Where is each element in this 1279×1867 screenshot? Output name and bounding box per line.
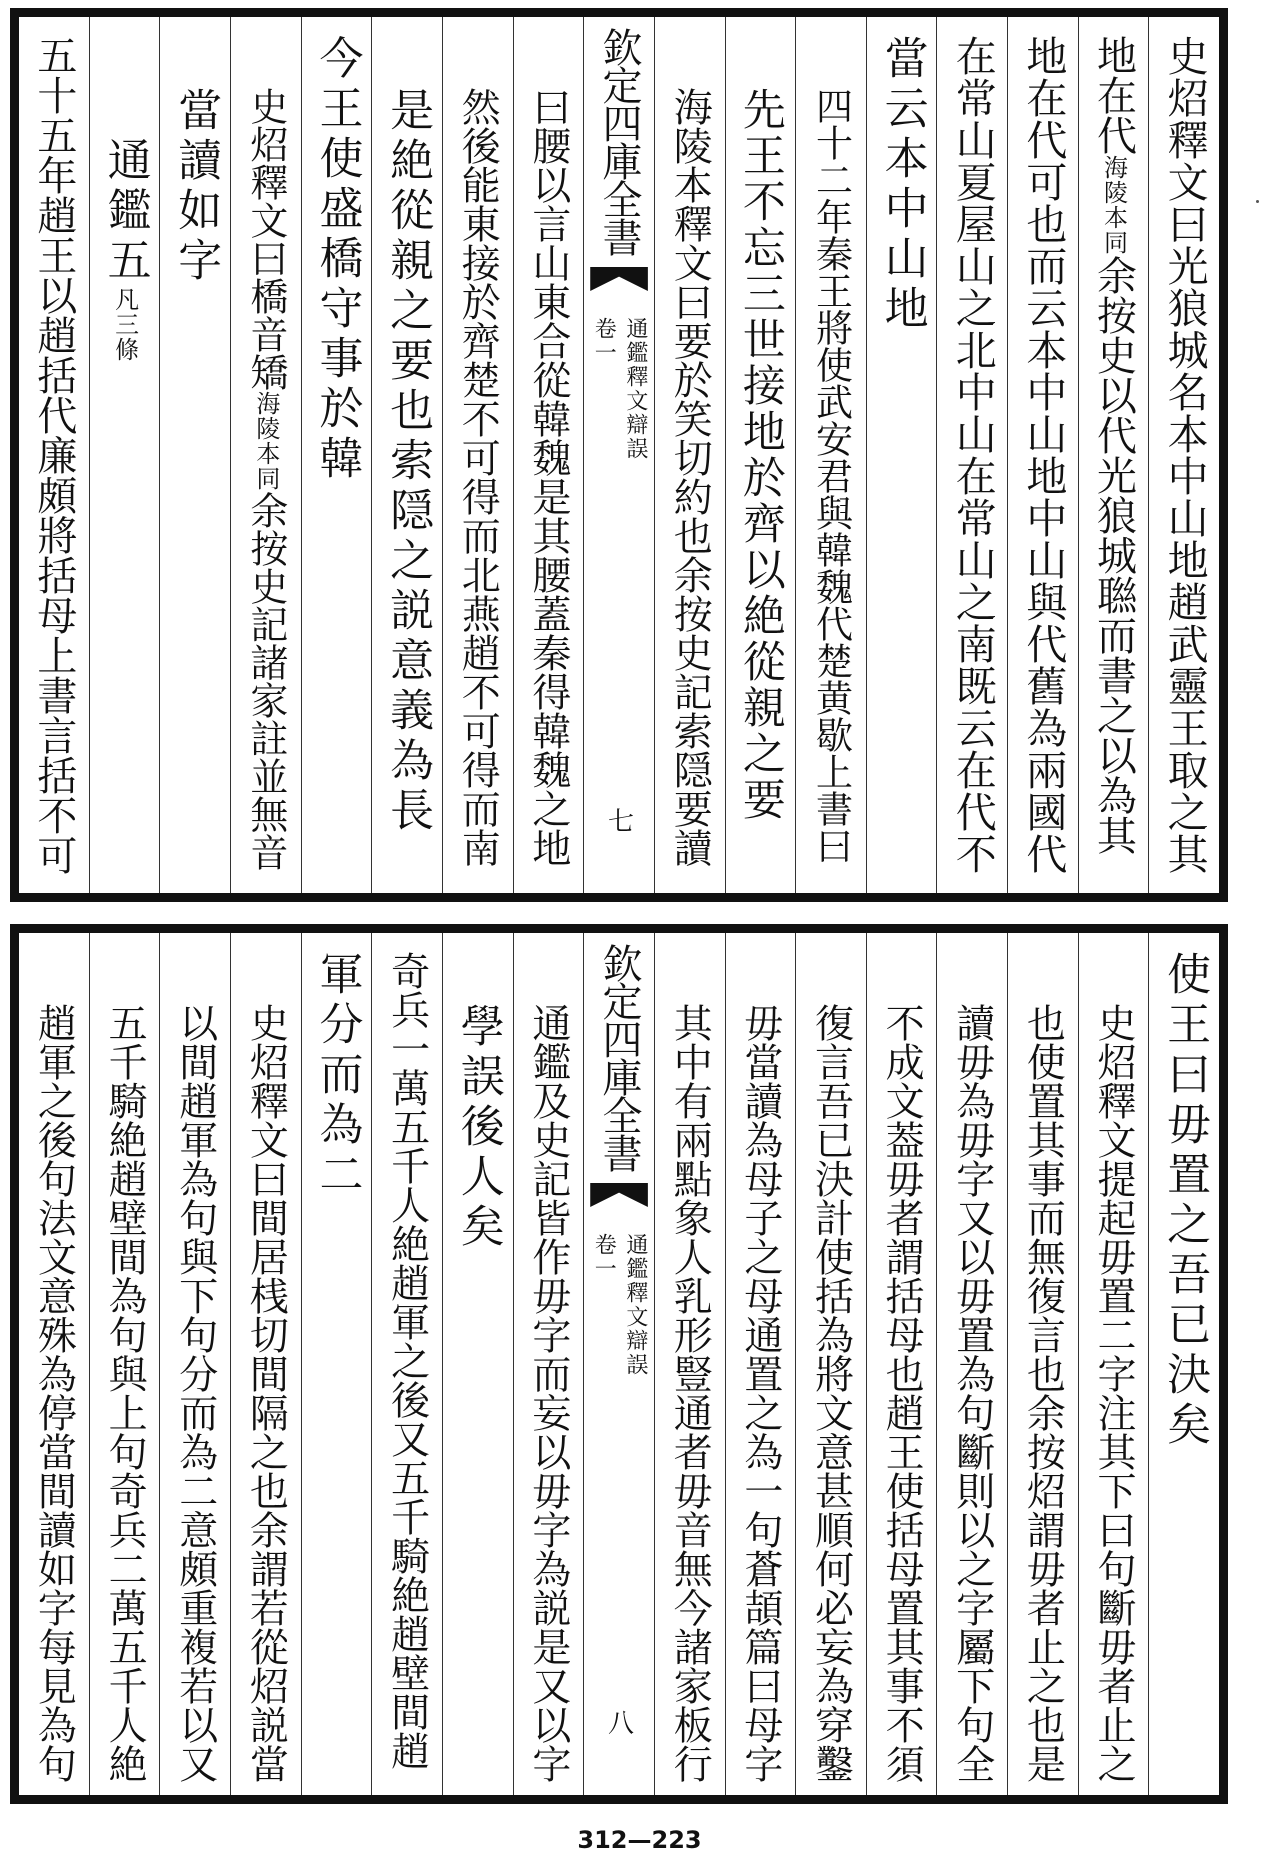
bottom-columns xyxy=(19,933,1219,1795)
column-text xyxy=(1159,951,1211,1451)
main-text: 史炤釋文曰橋音矯 xyxy=(243,87,288,391)
column-text xyxy=(1020,1003,1066,1783)
text-column xyxy=(19,933,89,1795)
main-text: 當云本中山地 xyxy=(876,35,928,335)
main-text: 史炤釋文提起毋置二字注其下曰句斷毋者止之 xyxy=(1091,1003,1137,1783)
text-column xyxy=(654,933,725,1795)
main-text: 先王不忘三世接地於齊以絶從親之要 xyxy=(735,87,786,823)
text-column xyxy=(1007,17,1078,893)
text-column xyxy=(230,933,301,1795)
column-text xyxy=(384,951,430,1770)
column-text xyxy=(172,1003,218,1783)
column-text xyxy=(948,35,997,875)
main-text-continued: 余按史以代光狼城聮而書之以為其 xyxy=(1090,255,1137,855)
main-text: 今王使盛橋守事於韓 xyxy=(311,35,363,485)
column-text xyxy=(243,1003,289,1783)
catalog-number: 312—223 xyxy=(577,1826,702,1854)
column-text xyxy=(949,1003,995,1783)
main-text: 史炤釋文曰間居桟切間隔之也余謂若從炤説當 xyxy=(243,1003,289,1783)
column-text xyxy=(808,1003,854,1783)
column-text xyxy=(1160,35,1209,875)
column-text xyxy=(311,35,363,485)
text-column xyxy=(442,17,513,893)
text-column xyxy=(19,17,89,893)
leaf-number: 七 xyxy=(603,807,634,833)
text-column xyxy=(866,933,937,1795)
text-column xyxy=(159,933,230,1795)
scan-speck xyxy=(1256,200,1259,203)
text-column xyxy=(513,17,584,893)
bottom-page xyxy=(10,924,1228,1804)
column-text xyxy=(382,87,434,837)
main-text: 也使置其事而無復言也余按炤謂毋者止之也是 xyxy=(1020,1003,1066,1783)
volume-label: 卷一 xyxy=(591,317,617,365)
text-column xyxy=(936,17,1007,893)
column-text xyxy=(667,1003,713,1783)
text-column xyxy=(513,933,584,1795)
column-text xyxy=(30,35,77,875)
text-column xyxy=(1007,933,1078,1795)
main-text: 史炤釋文曰光狼城名本中山地趙武靈王取之其 xyxy=(1160,35,1209,875)
main-text: 復言吾已決計使括為將文意甚順何必妄為穿鑿 xyxy=(808,1003,854,1783)
text-column xyxy=(936,933,1007,1795)
text-column xyxy=(89,933,160,1795)
text-column xyxy=(301,17,372,893)
text-column xyxy=(1148,933,1219,1795)
column-text xyxy=(455,87,501,867)
interlinear-note: 海陵本同 xyxy=(251,391,280,491)
fish-tail-mark xyxy=(590,1183,648,1207)
main-text: 通鑑五 xyxy=(99,137,151,287)
column-text xyxy=(879,1003,925,1783)
main-text: 通鑑及史記皆作毋字而妄以毋字為説是又以字 xyxy=(525,1003,571,1783)
main-text: 其中有兩點象人乳形豎通者毋音無今諸家板行 xyxy=(667,1003,713,1783)
column-text xyxy=(170,87,222,287)
book-title: 欽定四庫全書 xyxy=(596,27,643,255)
column-text xyxy=(452,1003,504,1253)
main-text: 五十五年趙王以趙括代廉頗將括母上書言括不可 xyxy=(30,35,77,875)
main-text: 奇兵一萬五千人絶趙軍之後又五千騎絶趙壁間趙 xyxy=(384,951,430,1770)
column-text xyxy=(735,87,786,823)
text-column xyxy=(795,933,866,1795)
column-text xyxy=(1090,35,1137,855)
text-column xyxy=(725,17,796,893)
main-text: 五千騎絶趙壁間為句與上句奇兵二萬五千人絶 xyxy=(102,1003,148,1783)
text-column xyxy=(795,17,866,893)
column-text xyxy=(243,87,288,871)
main-text: 以間趙軍為句與下句分而為二意頗重複若以又 xyxy=(172,1003,218,1783)
text-column xyxy=(159,17,230,893)
column-text xyxy=(102,1003,148,1783)
main-text: 地在代 xyxy=(1090,35,1137,155)
column-text xyxy=(737,1003,783,1783)
book-name: 通鑑釋文辯誤 xyxy=(622,1233,648,1377)
column-text xyxy=(31,1003,77,1783)
column-text xyxy=(667,87,713,867)
main-text: 不成文葢毋者謂括母也趙王使括母置其事不須 xyxy=(879,1003,925,1783)
main-text: 海陵本釋文曰要於笑切約也余按史記索隠要讀 xyxy=(667,87,713,867)
main-text: 在常山夏屋山之北中山在常山之南既云在代不 xyxy=(948,35,997,875)
volume-label: 卷一 xyxy=(591,1233,617,1281)
center-header-column xyxy=(583,17,654,893)
column-text xyxy=(525,1003,571,1783)
main-text: 趙軍之後句法文意殊為停當間讀如字每見為句 xyxy=(31,1003,77,1783)
text-column xyxy=(371,17,442,893)
interlinear-note: 凡三條 xyxy=(110,287,139,362)
main-text: 當讀如字 xyxy=(170,87,222,287)
main-text: 然後能東接於齊楚不可得而北燕趙不可得而南 xyxy=(455,87,501,867)
main-text: 四十二年秦王將使武安君與韓魏代楚黄歇上書曰 xyxy=(809,87,853,864)
column-text xyxy=(99,137,151,362)
fish-tail-mark xyxy=(590,267,648,291)
top-columns xyxy=(19,17,1219,893)
main-text: 使王曰毋置之吾已決矣 xyxy=(1159,951,1211,1451)
center-header-column xyxy=(583,933,654,1795)
main-text: 軍分而為二 xyxy=(311,951,363,1201)
text-column xyxy=(1078,17,1149,893)
main-text: 毋當讀為母子之母通置之為一句蒼頡篇曰母字 xyxy=(737,1003,783,1783)
top-page xyxy=(10,8,1228,902)
text-column xyxy=(654,17,725,893)
column-text xyxy=(525,87,571,867)
interlinear-note: 海陵本同 xyxy=(1099,155,1128,255)
column-text xyxy=(311,951,363,1201)
text-column xyxy=(1148,17,1219,893)
book-title: 欽定四庫全書 xyxy=(596,943,643,1171)
main-text: 曰腰以言山東合從韓魏是其腰蓋秦得韓魏之地 xyxy=(525,87,571,867)
leaf-number: 八 xyxy=(603,1709,634,1735)
book-name: 通鑑釋文辯誤 xyxy=(622,317,648,461)
text-column xyxy=(1078,933,1149,1795)
main-text: 讀毋為毋字又以毋置為句斷則以之字屬下句全 xyxy=(949,1003,995,1783)
main-text: 是絶從親之要也索隠之説意義為長 xyxy=(382,87,434,837)
column-text xyxy=(1091,1003,1137,1783)
text-column xyxy=(371,933,442,1795)
text-column xyxy=(866,17,937,893)
main-text-continued: 余按史記諸家註並無音 xyxy=(243,491,288,871)
main-text: 地在代可也而云本中山地中山與代舊為兩國代 xyxy=(1019,35,1068,875)
column-text xyxy=(876,35,928,335)
text-column xyxy=(725,933,796,1795)
text-column xyxy=(301,933,372,1795)
column-text xyxy=(1019,35,1068,875)
text-column xyxy=(230,17,301,893)
main-text: 學誤後人矣 xyxy=(452,1003,504,1253)
column-text xyxy=(809,87,853,864)
text-column xyxy=(442,933,513,1795)
text-column xyxy=(89,17,160,893)
